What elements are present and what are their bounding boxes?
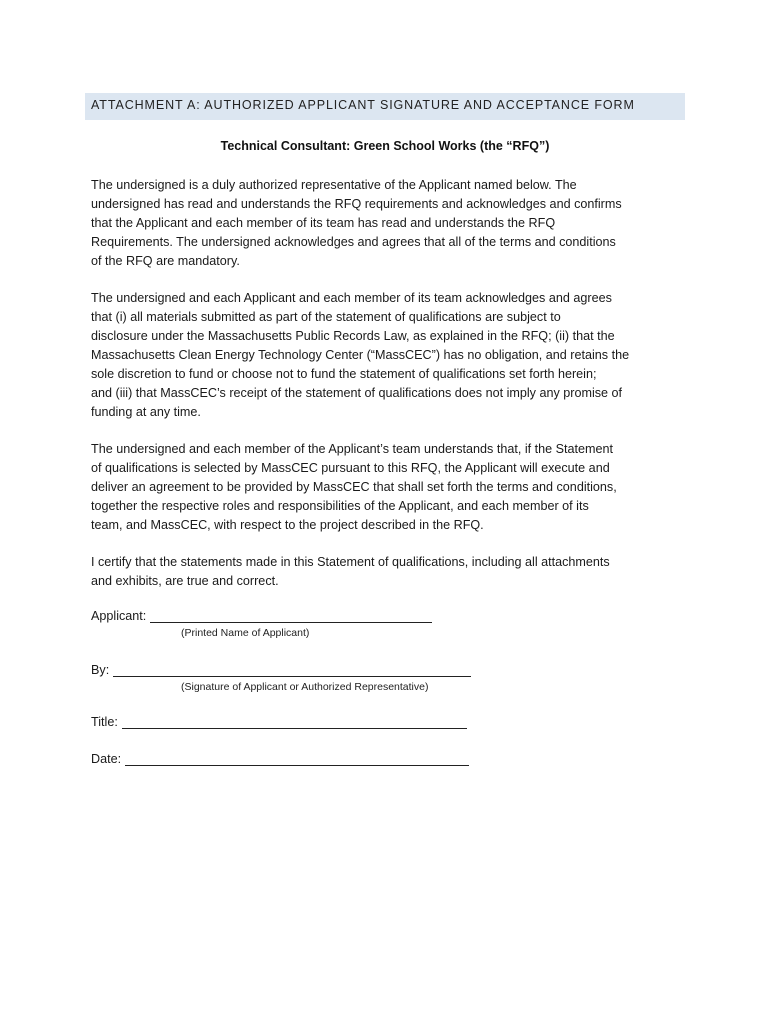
title-label: Title: bbox=[91, 715, 118, 729]
by-row bbox=[91, 662, 471, 677]
paragraph-line: together the respective roles and responsibilities of the Applicant, and each member of its bbox=[91, 499, 589, 513]
paragraph-line: disclosure under the Massachusetts Public Records Law, as explained in the RFQ; (ii) that the bbox=[91, 329, 615, 343]
paragraph-line: undersigned has read and understands the RFQ requirements and acknowledges and confirms bbox=[91, 197, 622, 211]
paragraph-line: The undersigned is a duly authorized representative of the Applicant named below. The bbox=[91, 178, 577, 192]
paragraph-line: of the RFQ are mandatory. bbox=[91, 254, 240, 268]
date-field[interactable] bbox=[125, 751, 469, 766]
by-label: By: bbox=[91, 663, 110, 677]
paragraph-line: sole discretion to fund or choose not to fund the statement of qualifications set forth herein; bbox=[91, 367, 597, 381]
document-subtitle: Technical Consultant: Green School Works (the “RFQ”) bbox=[220, 139, 550, 153]
paragraph-line: and (iii) that MassCEC’s receipt of the statement of qualifications does not imply any promise of bbox=[91, 386, 623, 400]
paragraph-line: that (i) all materials submitted as part of the statement of qualifications are subject to bbox=[91, 310, 561, 324]
date-row bbox=[91, 751, 469, 766]
paragraph-line: The undersigned and each member of the Applicant’s team understands that, if the Statement bbox=[91, 442, 614, 456]
paragraph-line: and exhibits, are true and correct. bbox=[91, 574, 279, 588]
attachment-title: ATTACHMENT A: AUTHORIZED APPLICANT SIGNATURE AND ACCEPTANCE FORM bbox=[91, 98, 635, 112]
paragraph-line: team, and MassCEC, with respect to the project described in the RFQ. bbox=[91, 518, 484, 532]
paragraph-line: of qualifications is selected by MassCEC pursuant to this RFQ, the Applicant will execute and bbox=[91, 461, 610, 475]
paragraph-agreement bbox=[91, 440, 691, 535]
applicant-name-field[interactable] bbox=[150, 608, 432, 623]
paragraph-line: funding at any time. bbox=[91, 405, 201, 419]
applicant-row bbox=[91, 608, 432, 623]
date-label: Date: bbox=[91, 752, 122, 766]
signature-caption: (Signature of Applicant or Authorized Representative) bbox=[181, 681, 429, 693]
paragraph-authorization bbox=[91, 176, 691, 271]
paragraph-line: Requirements. The undersigned acknowledges and agrees that all of the terms and conditions bbox=[91, 235, 616, 249]
signature-field[interactable] bbox=[113, 662, 471, 677]
paragraph-line: that the Applicant and each member of its team has read and understands the RFQ bbox=[91, 216, 556, 230]
paragraph-line: Massachusetts Clean Energy Technology Center (“MassCEC”) has no obligation, and retains the bbox=[91, 348, 630, 362]
title-field[interactable] bbox=[122, 714, 467, 729]
paragraph-acknowledgement bbox=[91, 289, 691, 422]
title-row bbox=[91, 714, 467, 729]
paragraph-certification bbox=[91, 553, 691, 591]
paragraph-line: The undersigned and each Applicant and each member of its team acknowledges and agrees bbox=[91, 291, 612, 305]
attachment-header bbox=[85, 93, 685, 120]
applicant-caption: (Printed Name of Applicant) bbox=[181, 627, 310, 639]
paragraph-line: I certify that the statements made in this Statement of qualifications, including all attachments bbox=[91, 555, 610, 569]
applicant-label: Applicant: bbox=[91, 609, 147, 623]
paragraph-line: deliver an agreement to be provided by MassCEC that shall set forth the terms and conditions, bbox=[91, 480, 617, 494]
